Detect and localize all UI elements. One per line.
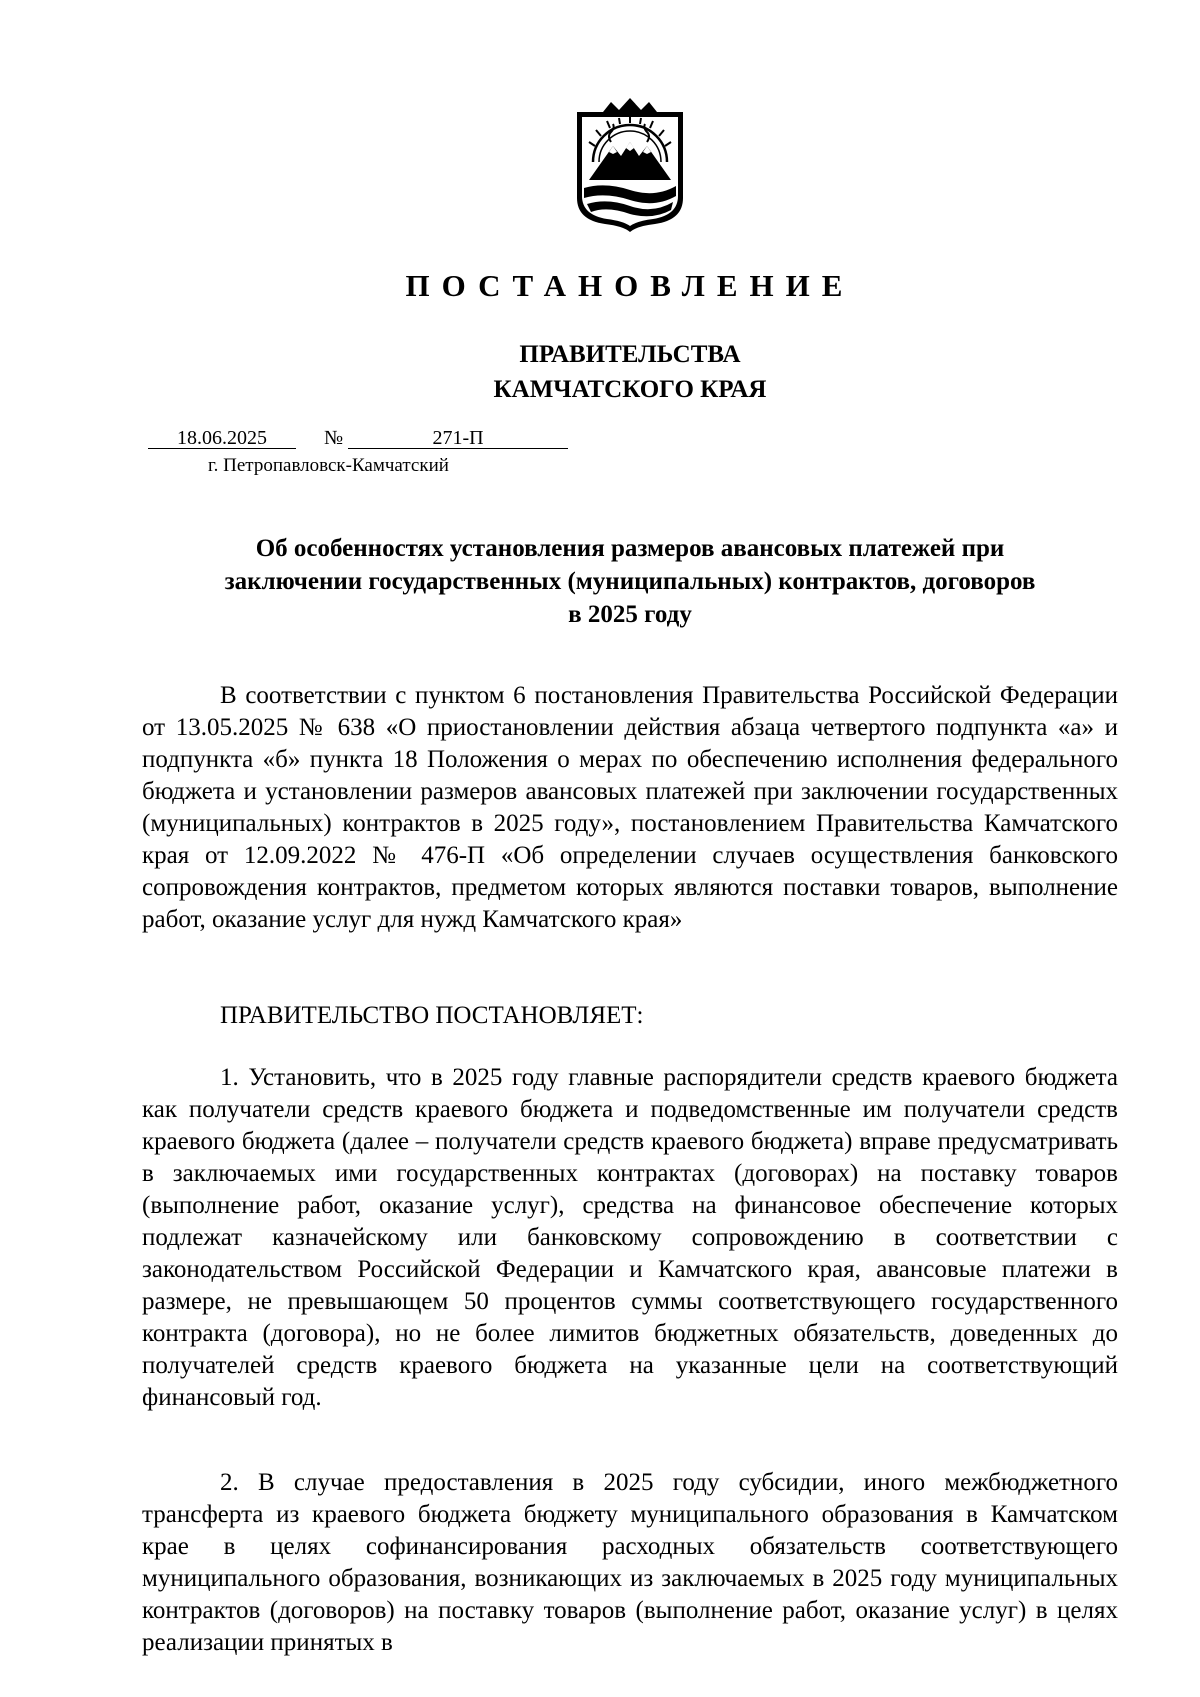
registration-line bbox=[148, 426, 588, 452]
issuing-authority bbox=[0, 337, 1200, 407]
document-date: 18.06.2025 bbox=[148, 426, 296, 449]
coat-of-arms-icon bbox=[575, 98, 685, 233]
number-sign: № bbox=[324, 427, 344, 449]
item-1-paragraph: 1. Установить, что в 2025 году главные распорядители средств краевого бюджета как получатели средств краевого бюджета и подведомственные им получатели средств краевого бюджета (далее – получатели средств краевого бюджета) вправе предусматривать в заключаемых ими государственных контрактах (договорах) на поставку товаров (выполнение работ, оказание услуг), средства на финансовое обеспечение которых подлежат казначейскому или банковскому сопровождению в соответствии с законодательством Российской Федерации и Камчатского края, авансовые платежи в размере, не превышающем 50 процентов суммы соответствующего государственного контракта (договора), но не более лимитов бюджетных обязательств, доведенных до получателей средств краевого бюджета на указанные цели на соответствующий финансовый год. bbox=[142, 1064, 1118, 1411]
title-line: Об особенностях установления размеров авансовых платежей при bbox=[255, 535, 1005, 562]
authority-line: ПРАВИТЕЛЬСТВА bbox=[519, 341, 741, 368]
title-line: в 2025 году bbox=[568, 601, 692, 628]
title-line: заключении государственных (муниципальных) контрактов, договоров bbox=[224, 568, 1036, 595]
document-type-heading: ПОСТАНОВЛЕНИЕ bbox=[405, 268, 855, 303]
document-number: 271-П bbox=[348, 426, 568, 449]
authority-line: КАМЧАТСКОГО КРАЯ bbox=[493, 376, 767, 403]
item-2-paragraph: 2. В случае предоставления в 2025 году субсидии, иного межбюджетного трансферта из краевого бюджета бюджету муниципального образования в Камчатском крае в целях софинансирования расходных обязательств соответствующего муниципального образования, возникающих из заключаемых в 2025 году муниципальных контрактов (договоров) на поставку товаров (выполнение работ, оказание услуг) в целях реализации принятых в bbox=[142, 1469, 1118, 1656]
preamble-paragraph: В соответствии с пунктом 6 постановления Правительства Российской Федерации от 13.05.2025 № 638 «О приостановлении действия абзаца четвертого подпункта «а» и подпункта «б» пункта 18 Положения о мерах по обеспечению исполнения федерального бюджета и установлении размеров авансовых платежей при заключении государственных (муниципальных) контрактов в 2025 году», постановлением Правительства Камчатского края от 12.09.2022 № 476-П «Об определении случаев осуществления банковского сопровождения контрактов, предметом которых являются поставки товаров, выполнение работ, оказание услуг для нужд Камчатского края» bbox=[142, 682, 1118, 933]
decree-statement: ПРАВИТЕЛЬСТВО ПОСТАНОВЛЯЕТ: bbox=[220, 1002, 644, 1029]
issue-city: г. Петропавловск-Камчатский bbox=[208, 455, 449, 476]
document-title bbox=[140, 532, 1120, 631]
